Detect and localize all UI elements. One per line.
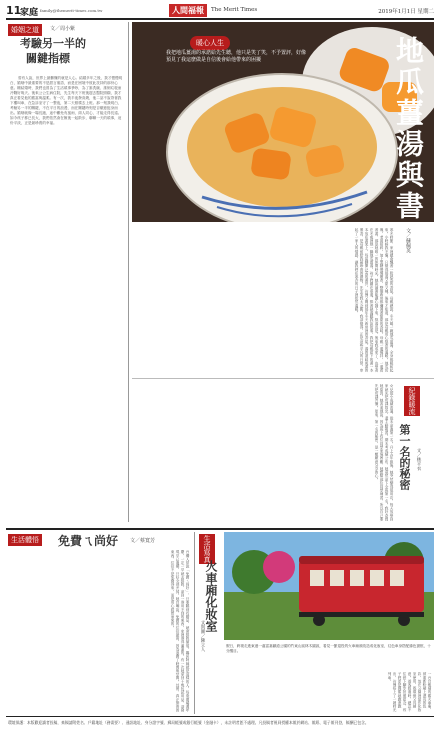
- lower-rule: [6, 528, 434, 530]
- column-tag-second: 紀錄暖流: [404, 386, 420, 416]
- main-story-body: 寒冬時節，家裡總會飄著一股熟悉的香氣。母親總說，冬天喝一碗地瓜薑湯，全身都暖和起來。小時候我不懂，只覺得那湯又甜又辣，後來才知道，那是母親用心熬煮的溫暖。地瓜切塊，老薑拍碎，加上黑糖慢慢燉煮，整個廚房都瀰漫著甜甜的香味。母親一邊攪拌，一邊看著書，那是她唯一的休閒時光。她說讀書能讓心靜下來，熬湯也是。後來我成家了，也學著在冬夜裡熬一鍋地瓜薑湯，孩子們圍在桌邊，捧著熱湯聽我說故事。我把母親留下的書一本本放在書架上，每當翻開泛黃的書頁，彷彿又聞到那年冬天廚房裡的香氣。湯的滋味與書的墨香，是母親留給我最珍貴的禮物。先生笑我太念舊，我卻覺得，正是這些平凡的日常，串起了一家人的情感，讓我們在寒冷的日子裡依然溫暖。: [355, 228, 394, 372]
- second-story-title: 第一名的秘密: [398, 424, 411, 490]
- freebie-byline: 文／蔡寬芳: [130, 538, 156, 544]
- page-number: 11: [6, 4, 22, 17]
- freebie-title: 免費ㄟ尚好: [58, 534, 119, 548]
- header-rule: [6, 18, 434, 20]
- column-tag-marriage: 婚姻之道: [8, 24, 42, 36]
- column-divider: [128, 22, 129, 522]
- mid-rule: [132, 378, 434, 379]
- marriage-title: [20, 36, 120, 66]
- story-caption: 我把地瓜薑湯的承諾給先生聽，他只是笑了笑，不予置評，好像預見了我這麼做是自信後會給他帶來的困擾: [166, 50, 307, 63]
- story-tag-warm: 暖心人生: [190, 36, 230, 50]
- column-tag-life: 生活體悟: [8, 534, 42, 546]
- bottom-divider: [194, 532, 195, 714]
- column-tag-photo: 生活寫真: [199, 534, 215, 564]
- second-story-body: 女兒從小成績普通，從未拿過第一名。升上五年級後，她突然變得很用功，每天放學回家就先把功課寫完，還主動複習。期末考成績公布，她竟然拿下全班第一名。我好奇問她原因，她害羞地說，因為班上有位同學家境困難，她想幫那位同學補習，所以自己要先把功課弄懂。原來，第一名的秘密，是一顆願意分享的心。: [375, 384, 394, 521]
- second-story-byline: 文／林平衣: [416, 448, 421, 471]
- masthead-logo: 人間福報: [169, 4, 207, 17]
- footer-rule: [6, 716, 434, 717]
- train-story-body: 一台台報廢的舊火車廂，被重新粉刷上漂亮的色彩，放在公園裡當作化妝室使用，既環保又具創意。遊客經過時，總忍不住停下腳步拍照留念，孩子們更是興奮地跑進跑出，彷彿搭上了一趟時光列車。: [388, 672, 432, 712]
- main-story-title: 地瓜薑湯與書: [392, 36, 425, 222]
- soup-photo: [132, 22, 434, 222]
- train-story-byline: 文與圖／陳立人: [200, 620, 205, 652]
- marriage-body: 曾有人說，世界上最難懂的就是人心。結婚多年之後，我才慢慢明白，婚姻中最重要的不是甜言蜜語，而是在困境中彼此扶持的那份心意。剛結婚時，我們也曾為了生活瑣事爭吵，為了誰洗碗、誰倒垃圾而冷戰好幾天。後來公公生病住院，先生每天下班後趕去醫院照顧，我才真正看見他的擔當與溫柔。有一次，我半夜發高燒，他二話不說背著我下樓叫車，在急診室守了一整夜，第二天照樣去上班。那一刻我明白，考驗另一半的關鍵，不在平日的浪漫，而在關鍵時刻是否願意挺身而出。婚姻就像一場長跑，途中難免有風雨，兩人同心，才能走得長遠。如今孩子都已長大，我們依然會在飯後一起散步，聊聊一天的瑣事，這份平淡，正是最珍貴的幸福。: [10, 76, 123, 125]
- marriage-title-line2: 關鍵指標: [26, 52, 70, 65]
- section-email: family@themerit-times.com.tw: [40, 8, 103, 13]
- freebie-body: 台灣人常說「免費ㄟ尚好」，只要聽到有贈品，就會排隊搶領。鄰居阿姨就是這樣的人，每逢賣場週年慶，一定一早就去排隊，拿回一堆用不到的東西，家裡堆得滿滿的。有一次她拿回十幾包試用品，卻發現早已過期，只好全部丟掉。她自嘲說，免費的往往最貴，因為浪費了時間與空間。其實，真正珍貴的東西，往往不是免費得來，而是用心經營而來的。: [171, 550, 190, 712]
- main-story-byline: 文／蘇佩英: [405, 228, 411, 253]
- train-photo: [224, 532, 434, 640]
- section-name: 家庭: [20, 8, 39, 18]
- issue-date: 2019年1月1日 星期二: [378, 9, 434, 15]
- train-car-illustration: [224, 532, 434, 640]
- train-story-title: 火車廂化妝室: [204, 560, 218, 632]
- page-header: [6, 4, 434, 18]
- footer-notice: 環境保護：本版歡迎讀者投稿，來稿請附姓名、戶籍地址（務需要）、通訊地址、身分證字號、郵局帳號或銀行帳號（金融卡），未註明者恕不處理。凡投稿者視同授權本報於網站、報紙、電子報刊登，稿酬已包含。: [8, 720, 369, 725]
- marriage-byline: 文／周小紫: [50, 26, 76, 32]
- train-caption: 假日，跨境走進東港一處富嘉鐵道公園的竹東山區林木園區，看見一節退役的火車廂被改造成化妝室，紅色車身搭配綠色窗框，十分醒目。: [226, 644, 431, 653]
- masthead-english: The Merit Times: [211, 7, 258, 13]
- marriage-title-line1: 考驗另一半的: [20, 37, 86, 50]
